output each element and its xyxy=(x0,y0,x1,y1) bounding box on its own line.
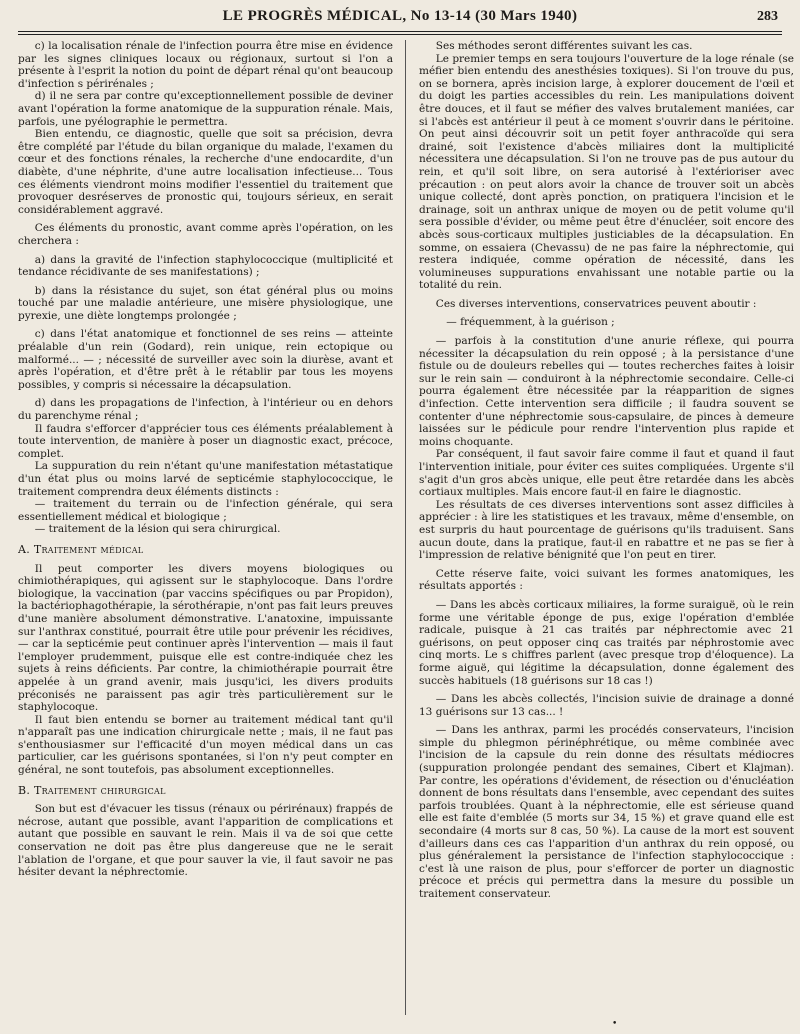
paragraph: Bien entendu, ce diagnostic, quelle que soit sa précision, devra être complété par l'étude du bilan organique du malade, l'examen du cœur et des fonctions rénales, la recherche d'une endocardite, d'un diabète, d'une néphrite, d'une autre localisation infectieuse... Tous ces éléments viendront moins modifier l'essentiel du traitement que provoquer desréserves de pronostic qui, toujours sérieux, en serait considérablement aggravé. xyxy=(18,128,393,216)
running-head xyxy=(18,8,782,32)
header-rule-top xyxy=(18,31,782,32)
paragraph: Ses méthodes seront différentes suivant les cas. xyxy=(435,40,693,52)
paragraph: d) il ne sera par contre qu'exceptionnellement possible de deviner avant l'opération la forme anatomique de la suppuration rénale. Mais, parfois, une pyélographie le permettra. xyxy=(18,90,393,128)
section-heading-medical: A. Traitement médical xyxy=(18,542,144,556)
paragraph: Il faut bien entendu se borner au traitement médical tant qu'il n'apparaît pas une indication chirurgicale nette ; mais, il ne faut pas s'enthousiasmer sur l'efficacité d'un moyen médical dans un cas particulier, car les guérisons spontanées, si l'on n'y peut compter en général, ne sont toutefois, pas absolument exceptionnelles. xyxy=(18,713,393,777)
paragraph: — Dans les abcès corticaux miliaires, la forme suraiguë, où le rein forme une véritable éponge de pus, exige l'opération d'emblée radicale, puisque à 21 cas traités par néphrectomie avec 21 guérisons, on peut opposer cinq cas traités par néphrostomie avec cinq morts. Le s chiffres parlent (avec presque trop d'éloquence). La forme aiguë, qui légitime la décapsulation, donne également des succès habituels (18 guérisons sur 18 cas !) xyxy=(419,598,794,687)
paragraph: Ces éléments du pronostic, avant comme après l'opération, on les cherchera : xyxy=(18,222,393,247)
left-column xyxy=(18,40,393,1024)
paragraph: La suppuration du rein n'étant qu'une manifestation métastatique d'un état plus ou moins larvé de septicémie staphylococcique, le traitement comprendra deux éléments distincts : xyxy=(18,460,393,498)
paragraph: c) dans l'état anatomique et fonctionnel de ses reins — atteinte préalable d'un rein (Godard), rein unique, rein ectopique ou malformé... — ; nécessité de surveiller avec soin la diurèse, avant et après l'opération, et d'être prêt à le rétablir par tous les moyens possibles, y compris si nécessaire la décapsulation. xyxy=(18,328,393,391)
paragraph: Ces diverses interventions, conservatrices peuvent aboutir : xyxy=(435,297,757,310)
paragraph: Les résultats de ces diverses interventions sont assez difficiles à apprécier : à lire les statistiques et les travaux, même d'ensemble, on est surpris du haut pourcentage de guérisons qu'ils traduisent. Sans aucun doute, dans la pratique, faut-il en rabattre et ne pas se fier à l'impression de relative bénignité que l'on peut en tirer. xyxy=(419,498,794,562)
right-column xyxy=(419,40,794,1024)
paragraph: Cette réserve faite, voici suivant les formes anatomiques, les résultats apportés : xyxy=(419,567,794,593)
paragraph: — fréquemment, à la guérison ; xyxy=(446,316,615,329)
paragraph: c) la localisation rénale de l'infection pourra être mise en évidence par les signes cliniques locaux ou régionaux, surtout si l'on a présente à l'esprit la notion du point de départ rénal qu'ont beaucoup d'infection s périrénales ; xyxy=(18,40,393,90)
journal-title: LE PROGRÈS MÉDICAL, No 13-14 (30 Mars 1940) xyxy=(222,8,578,24)
paragraph: b) dans la résistance du sujet, son état général plus ou moins touché par une maladie antérieure, une misère physiologique, une pyrexie, une diète longtemps prolongée ; xyxy=(18,284,393,322)
paragraph: d) dans les propagations de l'infection, à l'intérieur ou en dehors du parenchyme rénal ; xyxy=(18,397,393,423)
footer-mark: • xyxy=(612,1019,618,1029)
paragraph: a) dans la gravité de l'infection staphylococcique (multiplicité et tendance récidivante de ses manifestations) ; xyxy=(18,253,393,279)
paragraph: — parfois à la constitution d'une anurie réflexe, qui pourra nécessiter la décapsulation du rein opposé ; à la persistance d'une fistule ou de douleurs rebelles qui — toutes recherches faites à loisir sur le rein sain — conduiront à la néphrectomie secondaire. Celle-ci pourra également être nécessitée par la réapparition de signes d'infection. Cette intervention sera difficile ; il faudra souvent se contenter d'une néphrectomie sous-capsulaire, de pinces à demeure laissées sur le pédicule pour rendre l'intervention plus rapide et moins choquante. xyxy=(419,335,794,448)
paragraph: — Dans les abcès collectés, l'incision suivie de drainage a donné 13 guérisons sur 13 cas... ! xyxy=(419,693,794,718)
paragraph: — traitement de la lésion qui sera chirurgical. xyxy=(34,523,281,536)
paragraph: Il peut comporter les divers moyens biologiques ou chimiothérapiques, qui agissent sur le staphylocoque. Dans l'ordre biologique, la vaccination (par vaccins spécifiques ou par Propidon), la bactériophagothérapie, la sérothérapie, n'ont pas fait leurs preuves d'une manière absolument démonstrative. L'anatoxine, impuissante sur l'anthrax constitué, pourrait être utile pour prévenir les récidives, — car la septicémie peut continuer après l'intervention — mais il faut l'employer prudemment, puisque elle est contre-indiquée chez les sujets à reins déficients. Par contre, la chimiothérapie pourrait être appelée à un grand avenir, mais jusqu'ici, les divers produits préconisés ne paraissent pas agir très particulièrement sur le staphylocoque. xyxy=(18,562,393,714)
paragraph: Il faudra s'efforcer d'apprécier tous ces éléments préalablement à toute intervention, de manière à poser un diagnostic exact, précoce, complet. xyxy=(18,422,393,460)
paragraph: — traitement du terrain ou de l'infection générale, qui sera essentiellement médical et biologique ; xyxy=(18,498,393,523)
header-rule-bottom xyxy=(18,34,782,35)
section-heading-surgical: B. Traitement chirurgical xyxy=(18,783,166,797)
paragraph: — Dans les anthrax, parmi les procédés conservateurs, l'incision simple du phlegmon périnéphrétique, ou même combinée avec l'incision de la capsule du rein donne des résultats médiocres (suppuration prolongée pendant des semaines, Cibert et Klajman). Par contre, les opérations d'évidement, de résection ou d'énucléation donnent de bons résultats dans l'ensemble, avec cependant des suites parfois troublées. Quant à la néphrectomie, elle est sérieuse quand elle est faite d'emblée (5 morts sur 34, 15 %) et grave quand elle est secondaire (4 morts sur 8 cas, 50 %). La cause de la mort est souvent d'ailleurs dans ces cas l'apparition d'un anthrax du rein opposé, ou plus généralement la persistance de l'infection staphylococcique : c'est là une raison de plus, pour s'efforcer de porter un diagnostic précoce et précis qui permettra dans la mesure du possible un traitement conservateur. xyxy=(419,724,794,900)
page-number: 283 xyxy=(757,9,778,24)
column-divider xyxy=(405,40,406,1015)
paragraph: Son but est d'évacuer les tissus (rénaux ou périrénaux) frappés de nécrose, autant que possible, avant l'apparition de complications et autant que possible en sauvant le rein. Mais il va de soi que cette conservation ne doit pas être plus dangereuse que ne le serait l'ablation de l'organe, et que pour sauver la vie, il faut savoir ne pas hésiter devant la néphrectomie. xyxy=(18,803,393,879)
paragraph: Par conséquent, il faut savoir faire comme il faut et quand il faut l'intervention initiale, pour éviter ces suites compliquées. Urgente s'il s'agit d'un gros abcès unique, elle peut être retardée dans les abcès cortiaux multiples. Mais encore faut-il en faire le diagnostic. xyxy=(419,448,794,499)
paragraph: Le premier temps en sera toujours l'ouverture de la loge rénale (se méfier bien entendu des anesthésies toxiques). Si l'on trouve du pus, on se bornera, après incision large, à explorer doucement de l'œil et du doigt les parties accessibles du rein. Les manipulations doivent être douces, et il faut se méfier des valves brutalement maniées, car si l'abcès est antérieur il peut à ce moment s'ouvrir dans le péritoine. On peut ainsi découvrir soit un petit foyer anthracoïde qui sera drainé, soit l'existence d'abcès miliaires dont la multiplicité nécessitera une décapsulation. Si l'on ne trouve pas de pus autour du rein, et qu'il soit libre, on sera autorisé à l'extérioriser avec précaution : on peut alors avoir la chance de trouver soit un abcès unique collecté, dont après ponction, on pratiquera l'incision et le drainage, soit un anthrax unique de moyen ou de petit volume qu'il sera possible d'évider, ou même peut être d'énucléer, soit encore des abcès sous-corticaux multiples justiciables de la décapsulation. En somme, on essaiera (Chevassu) de ne pas faire la néphrectomie, qui restera indiquée, comme opération de nécessité, dans les volumineuses suppurations envahissant une notable partie ou la totalité du rein. xyxy=(419,52,794,292)
